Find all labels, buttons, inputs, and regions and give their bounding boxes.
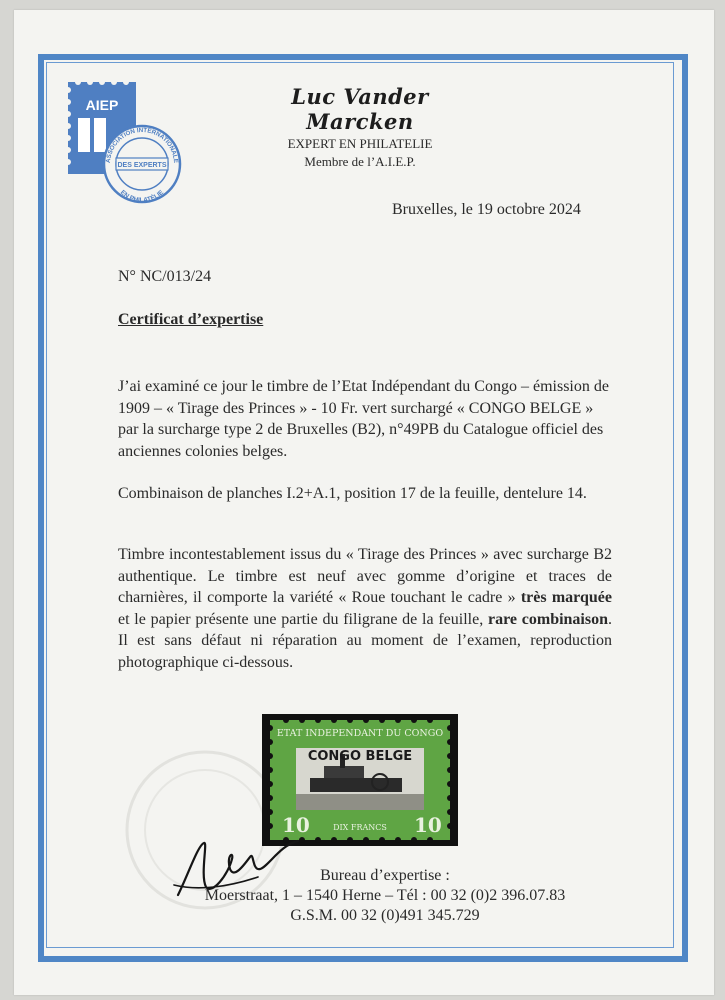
membership-line: Membre de l’A.I.E.P. bbox=[304, 154, 416, 169]
expert-title: EXPERT EN PHILATELIE bbox=[287, 136, 433, 151]
aiep-logo bbox=[64, 78, 184, 208]
stamp-overprint: CONGO BELGE bbox=[307, 749, 413, 764]
paragraph-description: J’ai examiné ce jour le timbre de l’Etat Indépendant du Congo – émission de 1909 – « Tirage des Princes » - 10 Fr. vert surchargé « CONGO BELGE » par la surcharge type 2 de Bruxelles (B2), n°49PB du Catalogue officiel des anciennes colonies belges. bbox=[118, 378, 609, 460]
office-address: Moerstraat, 1 – 1540 Herne – Tél : 00 32 (0)2 396.07.83 bbox=[204, 887, 566, 904]
opinion-bold-1: très marquée bbox=[520, 589, 612, 606]
aiep-logo-ring-text: ASSOCIATION INTERNATIONALE bbox=[104, 126, 180, 164]
stamp-value-left: 10 bbox=[282, 813, 310, 837]
stamp-bottom-text: DIX FRANCS bbox=[333, 823, 387, 832]
aiep-logo-band-text: DES EXPERTS bbox=[117, 162, 167, 169]
stamp-top-text: ETAT INDEPENDANT DU CONGO bbox=[276, 728, 444, 739]
aiep-logo-abbreviation: AIEP bbox=[85, 97, 119, 113]
stamp-value-right: 10 bbox=[414, 813, 442, 837]
certificate-title: Certificat d’expertise bbox=[118, 311, 264, 328]
paragraph-plates: Combinaison de planches I.2+A.1, position 17 de la feuille, dentelure 14. bbox=[118, 485, 587, 502]
office-gsm: G.S.M. 00 32 (0)491 345.729 bbox=[290, 907, 480, 924]
place-date: Bruxelles, le 19 octobre 2024 bbox=[392, 201, 581, 218]
opinion-text-2: et le papier présente une partie du filigrane de la feuille, bbox=[118, 610, 488, 628]
certificate-number: N° NC/013/24 bbox=[118, 268, 212, 285]
opinion-text-1: Timbre incontestablement issus du « Tirage des Princes » avec surcharge B2 authentique. Le timbre est neuf avec gomme d’origine et traces de charnières, il comporte la variété « Roue touchant le cadre » bbox=[118, 546, 612, 606]
letterhead bbox=[240, 84, 480, 170]
opinion-bold-2: rare combinaison bbox=[487, 610, 609, 628]
office-label: Bureau d’expertise : bbox=[320, 867, 450, 884]
opinion-text-3: . Il est sans défaut ni réparation au moment de l’examen, reproduction photographique ci-dessous. bbox=[118, 610, 613, 671]
footer bbox=[150, 866, 620, 926]
aiep-logo-bottom-text: EN PHILATÉLIE bbox=[118, 189, 166, 205]
paragraph-opinion bbox=[118, 544, 612, 673]
expert-name: Luc Vander Marcken bbox=[291, 84, 429, 134]
